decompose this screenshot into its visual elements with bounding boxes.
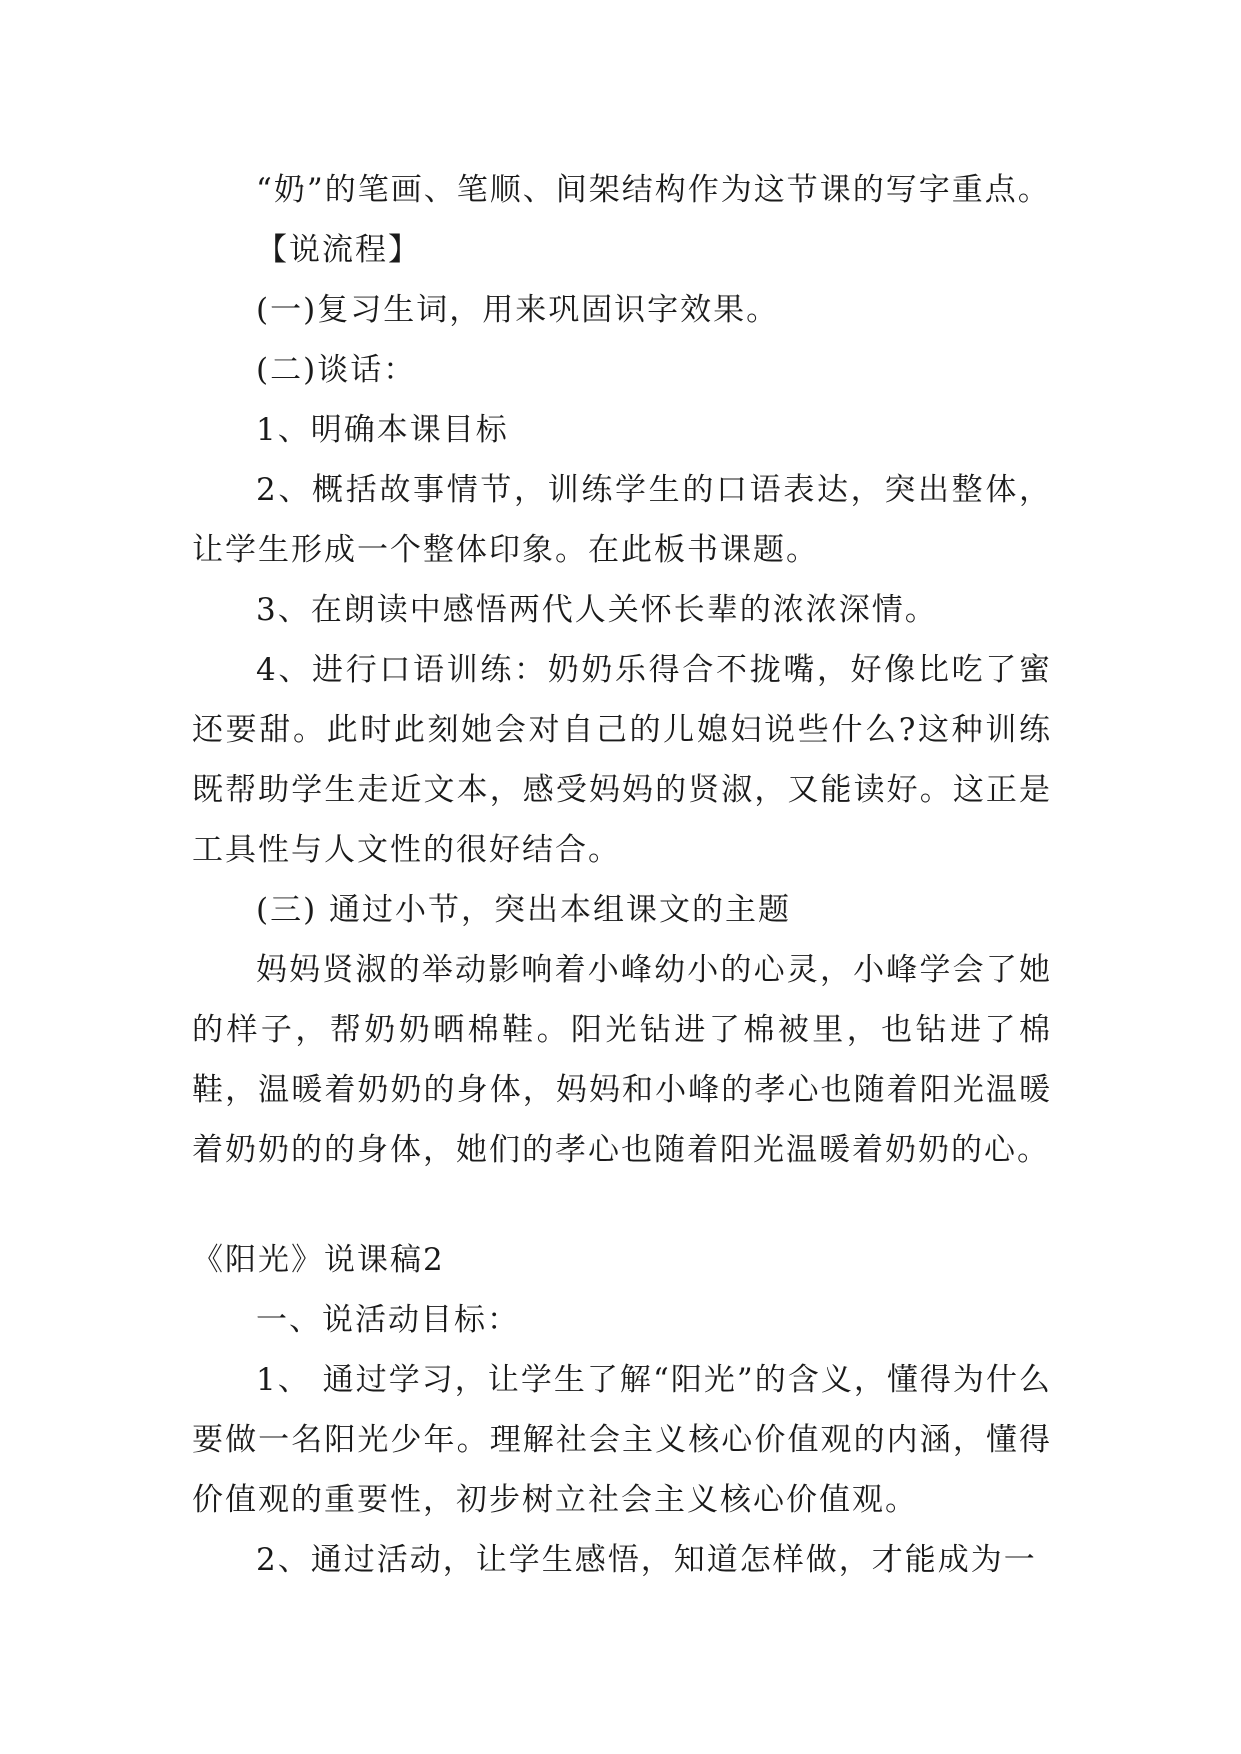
section-spacer (192, 1180, 1052, 1230)
paragraph: (三) 通过小节，突出本组课文的主题 (256, 892, 792, 928)
paragraph: 1、 通过学习，让学生了解“阳光”的含义，懂得为什么要做一名阳光少年。理解社会主义核心价值观的内涵，懂得价值观的重要性，初步树立社会主义核心价值观。 (192, 1362, 1052, 1518)
paragraph: 【说流程】 (256, 232, 421, 268)
paragraph: (一)复习生词，用来巩固识字效果。 (256, 292, 780, 328)
paragraph: 2、概括故事情节，训练学生的口语表达，突出整体，让学生形成一个整体印象。在此板书课题。 (192, 472, 1052, 568)
paragraph: 4、进行口语训练：奶奶乐得合不拢嘴，好像比吃了蜜还要甜。此时此刻她会对自己的儿媳妇说些什么?这种训练既帮助学生走近文本，感受妈妈的贤淑，又能读好。这正是工具性与人文性的很好结合。 (192, 652, 1052, 868)
paragraph: “奶”的笔画、笔顺、间架结构作为这节课的写字重点。 (256, 172, 1051, 208)
paragraph: 1、明确本课目标 (256, 412, 509, 448)
paragraph: (二)谈话： (256, 352, 417, 388)
paragraph: 2、通过活动，让学生感悟，知道怎样做，才能成为一 (256, 1542, 1037, 1578)
paragraph: 3、在朗读中感悟两代人关怀长辈的浓浓深情。 (256, 592, 938, 628)
section-title: 《阳光》说课稿2 (192, 1242, 445, 1278)
document-body (192, 160, 1052, 1590)
paragraph: 一、说活动目标： (256, 1302, 520, 1338)
paragraph: 妈妈贤淑的举动影响着小峰幼小的心灵，小峰学会了她的样子，帮奶奶晒棉鞋。阳光钻进了棉被里，也钻进了棉鞋，温暖着奶奶的身体，妈妈和小峰的孝心也随着阳光温暖着奶奶的的身体，她们的孝心也随着阳光温暖着奶奶的心。 (192, 952, 1052, 1168)
